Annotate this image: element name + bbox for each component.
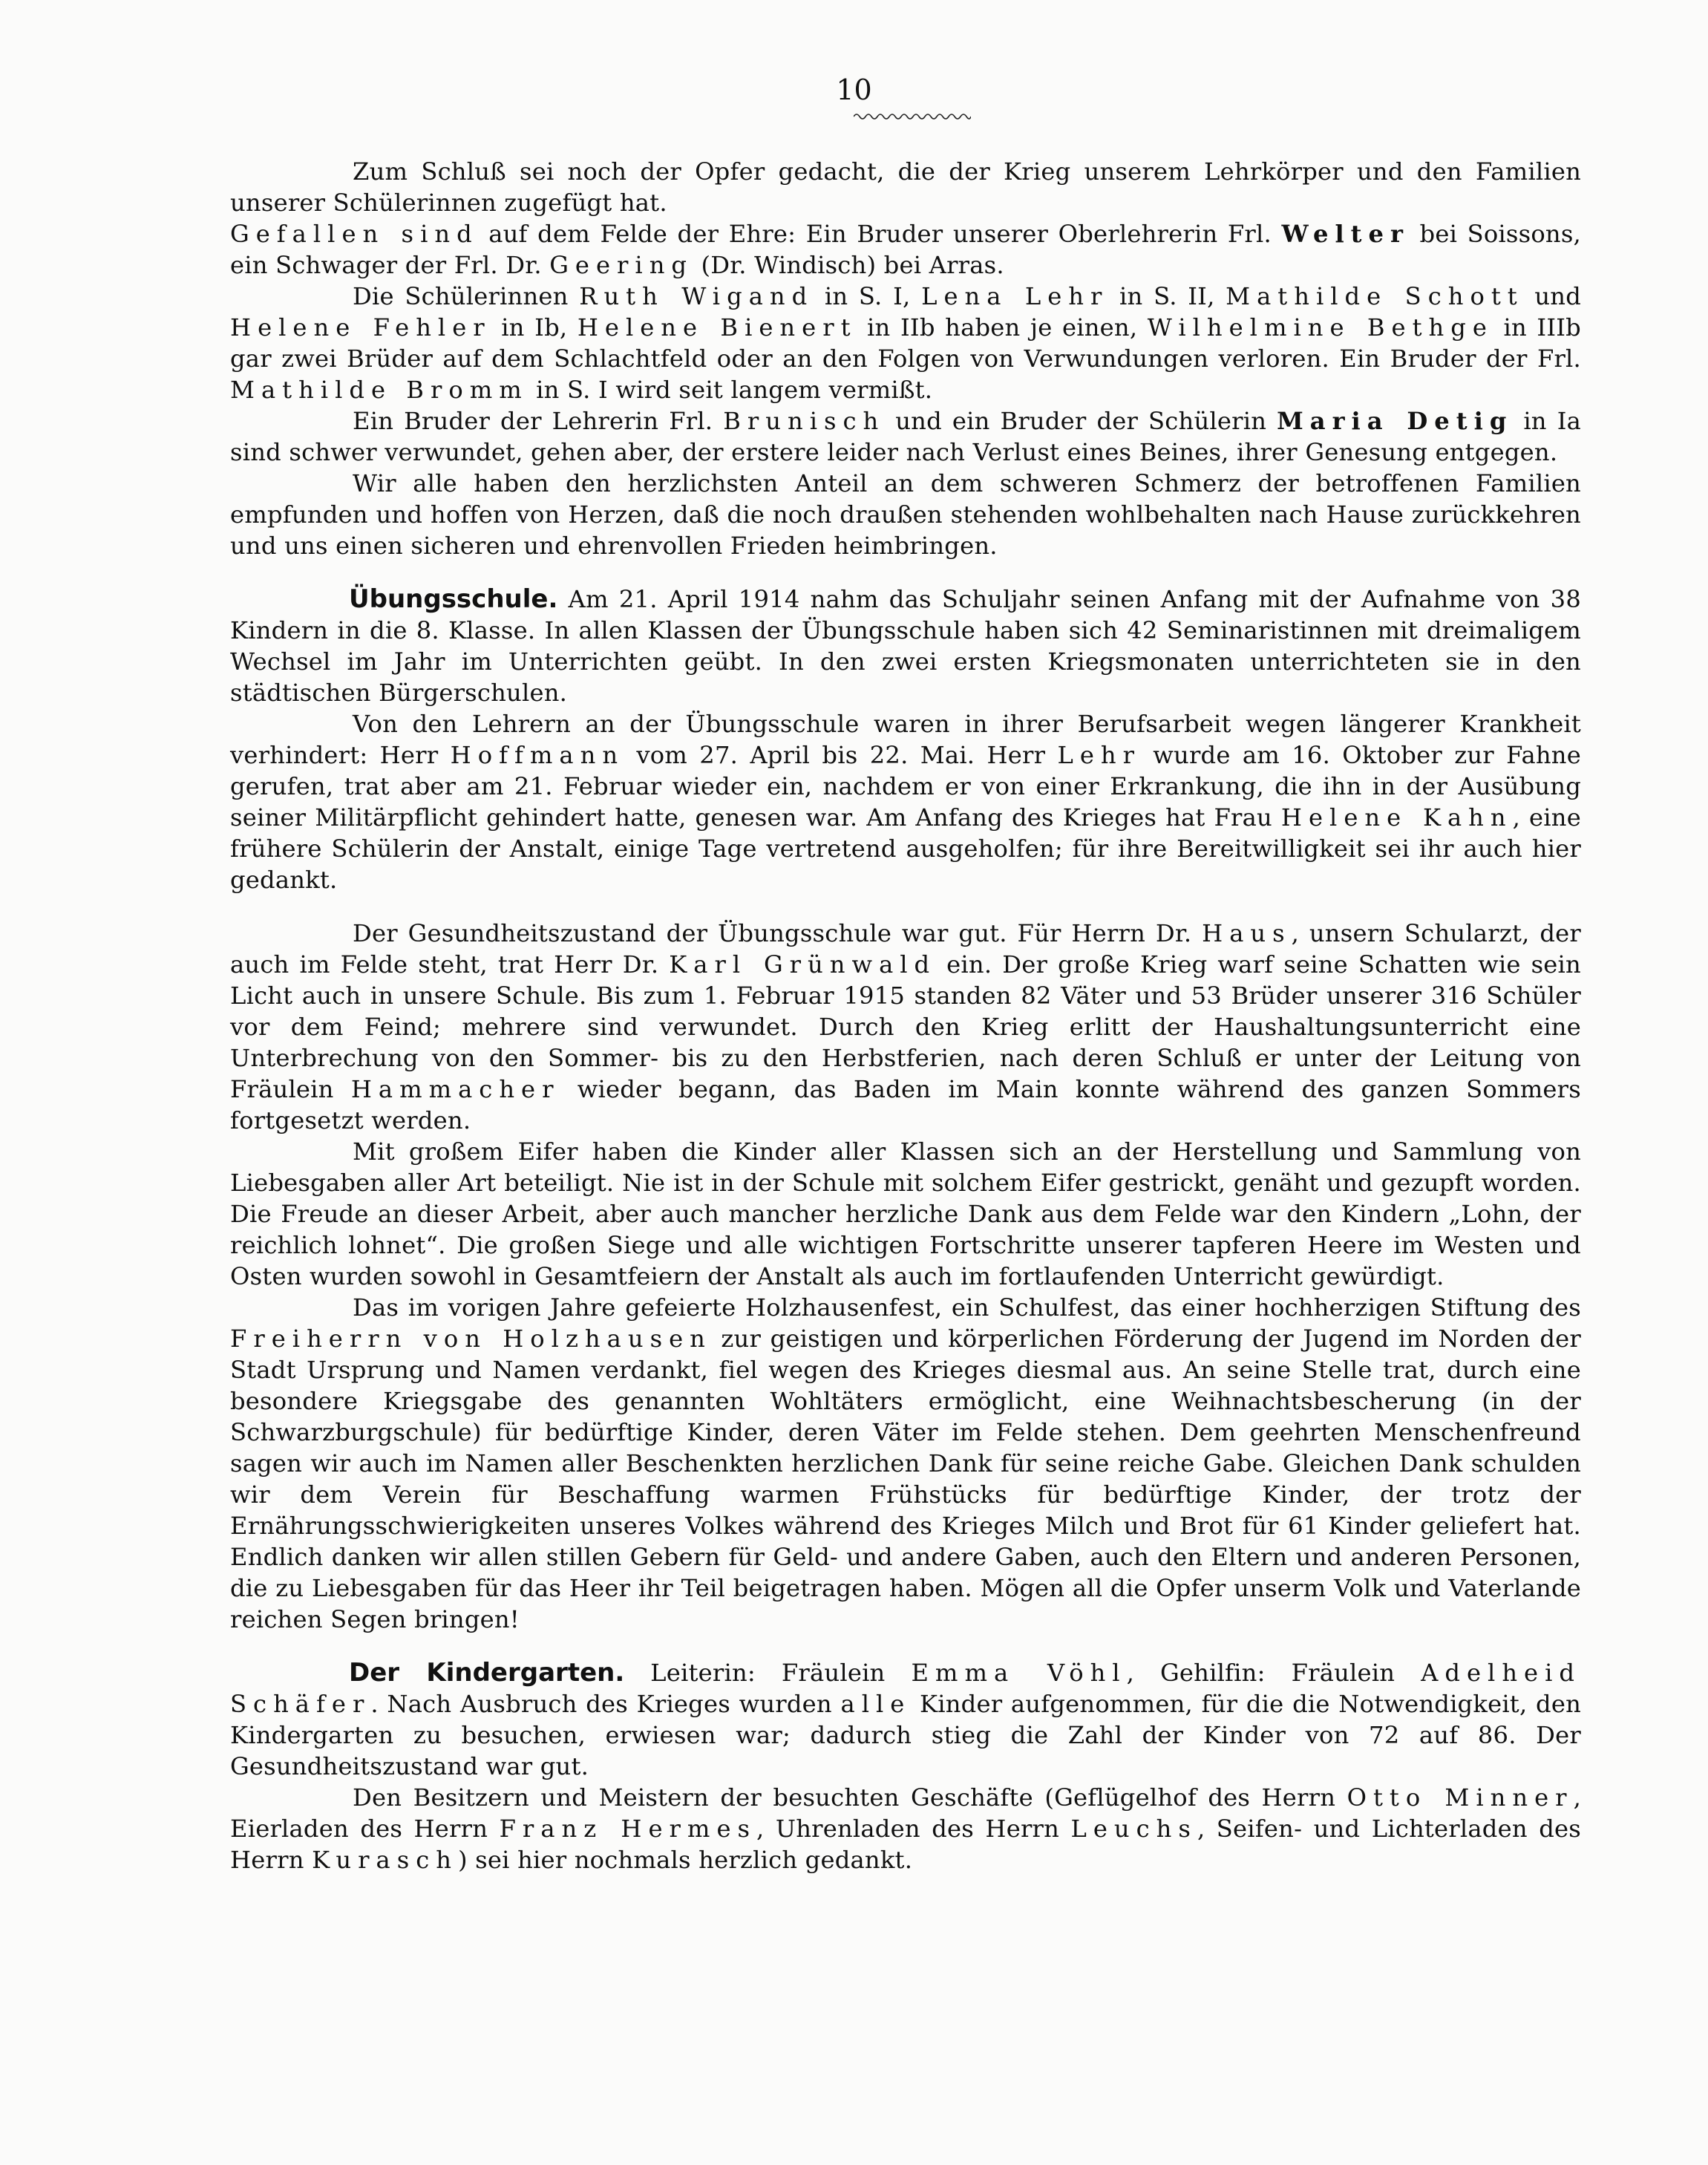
paragraph-anteil: Wir alle haben den herzlichsten Anteil an dem schweren Schmerz der betroffenen Familien empfunden und hoffen von Herzen, daß die noch draußen stehenden wohlbehalten nach Hause zurückkehren und uns einen sicheren und ehrenvollen Frieden heimbringen. [230,469,1581,560]
paragraph-gefallen: Gefallen sind auf dem Felde der Ehre: Ein Bruder unserer Oberlehrerin Frl. Welter bei Soissons, ein Schwager der Frl. Dr. Geering (Dr. Windisch) bei Arras. [230,220,1581,279]
heading-uebungsschule: Übungsschule. [349,584,558,614]
section-uebungsschule: Übungsschule. Am 21. April 1914 nahm das Schuljahr seinen Anfang mit der Aufnahme von 38 Kindern in die 8. Klasse. In allen Klassen der Übungsschule haben sich 42 Seminaristinnen mit dreimaligem Wechsel im Jahr im Unterrichten geübt. In den zwei ersten Kriegsmonaten unterrichteten sie in den städtischen Bürgerschulen. [230,584,1581,707]
paragraph-liebesgaben: Mit großem Eifer haben die Kinder aller Klassen sich an der Herstellung und Sammlung von Liebesgaben aller Art beteiligt. Nie ist in der Schule mit solchem Eifer gestrickt, genäht und gezupft worden. Die Freude an dieser Arbeit, aber auch mancher herzliche Dank aus dem Felde war den Kindern „Lohn, der reichlich lohnet“. Die großen Siege und alle wichtigen Fortschritte unserer tapferen Heere im Westen und Osten wurden sowohl in Gesamtfeiern der Anstalt als auch im fortlaufenden Unterricht gewürdigt. [230,1137,1581,1290]
paragraph-gesundheitszustand: Der Gesundheitszustand der Übungsschule war gut. Für Herrn Dr. Haus, unsern Schularzt, der auch im Felde steht, trat Herr Dr. Karl Grünwald ein. Der große Krieg warf seine Schatten wie sein Licht auch in unsere Schule. Bis zum 1. Februar 1915 standen 82 Väter und 53 Brüder unserer 316 Schüler vor dem Feind; mehrere sind verwundet. Durch den Krieg erlitt der Haushaltungsunterricht eine Unterbrechung von den Sommer- bis zu den Herbstferien, nach deren Schluß er unter der Leitung von Fräulein Hammacher wieder begann, das Baden im Main konnte während des ganzen Sommers fortgesetzt werden. [230,919,1582,1134]
paragraph-verwundet: Ein Bruder der Lehrerin Frl. Brunisch und ein Bruder der Schülerin Maria Detig in Ia sind schwer verwundet, gehen aber, der erstere leider nach Verlust eines Beines, ihrer Genesung entgegen. [230,407,1582,466]
page-number: 10 [836,74,872,106]
paragraph-schuelerinnen: Die Schülerinnen Ruth Wigand in S. I, Lena Lehr in S. II, Mathilde Schott und Helene Fehler in Ib, Helene Bienert in IIb haben je einen, Wilhelmine Bethge in IIIb gar zwei Brüder auf dem Schlachtfeld oder an den Folgen von Verwundungen verloren. Ein Bruder der Frl. Mathilde Bromm in S. I wird seit langem vermißt. [230,282,1582,404]
paragraph-lehrer: Von den Lehrern an der Übungsschule waren in ihrer Berufsarbeit wegen längerer Krankheit verhindert: Herr Hoffmann vom 27. April bis 22. Mai. Herr Lehr wurde am 16. Oktober zur Fahne gerufen, trat aber am 21. Februar wieder ein, nachdem er von einer Erkrankung, die ihn in der Ausübung seiner Militärpflicht gehindert hatte, genesen war. Am Anfang des Krieges hat Frau Helene Kahn, eine frühere Schülerin der Anstalt, einige Tage vertretend ausgeholfen; für ihre Bereitwilligkeit sei ihr auch hier gedankt. [230,710,1581,894]
body-text [230,156,1581,1875]
section-kindergarten: Der Kindergarten. Leiterin: Fräulein Emma Vöhl, Gehilfin: Fräulein Adelheid Schäfer. Nach Ausbruch des Krieges wurden alle Kinder aufgenommen, für die die Notwendigkeit, den Kindergarten zu besuchen, erwiesen war; dadurch stieg die Zahl der Kinder von 72 auf 86. Der Gesundheitszustand war gut. [230,1658,1582,1780]
paragraph-holzhausenfest: Das im vorigen Jahre gefeierte Holzhausenfest, ein Schulfest, das einer hochherzigen Stiftung des Freiherrn von Holzhausen zur geistigen und körperlichen Förderung der Jugend im Norden der Stadt Ursprung und Namen verdankt, fiel wegen des Krieges diesmal aus. An seine Stelle trat, durch eine besondere Kriegsgabe des genannten Wohltäters ermöglicht, eine Weihnachtsbescherung (in der Schwarzburgschule) für bedürftige Kinder, deren Väter im Felde stehen. Dem geehrten Menschenfreund sagen wir auch im Namen aller Beschenkten herzlichen Dank für seine reiche Gabe. Gleichen Dank schulden wir dem Verein für Beschaffung warmen Frühstücks für bedürftige Kinder, der trotz der Ernährungsschwierigkeiten unseres Volkes während des Krieges Milch und Brot für 61 Kinder geliefert hat. Endlich danken wir allen stillen Gebern für Geld- und andere Gaben, auch den Eltern und anderen Personen, die zu Liebesgaben für das Heer ihr Teil beigetragen haben. Mögen all die Opfer unserm Volk und Vaterlande reichen Segen bringen! [230,1293,1582,1633]
paragraph-dank-geschaefte: Den Besitzern und Meistern der besuchten Geschäfte (Geflügelhof des Herrn Otto Minner, Eierladen des Herrn Franz Hermes, Uhrenladen des Herrn Leuchs, Seifen- und Lichterladen des Herrn Kurasch) sei hier nochmals herzlich gedankt. [230,1783,1582,1874]
heading-kindergarten: Der Kindergarten. [349,1658,625,1688]
decorative-wavy-rule [854,111,971,122]
paragraph-opfer: Zum Schluß sei noch der Opfer gedacht, die der Krieg unserem Lehrkörper und den Familien unserer Schülerinnen zugefügt hat. [230,157,1581,217]
